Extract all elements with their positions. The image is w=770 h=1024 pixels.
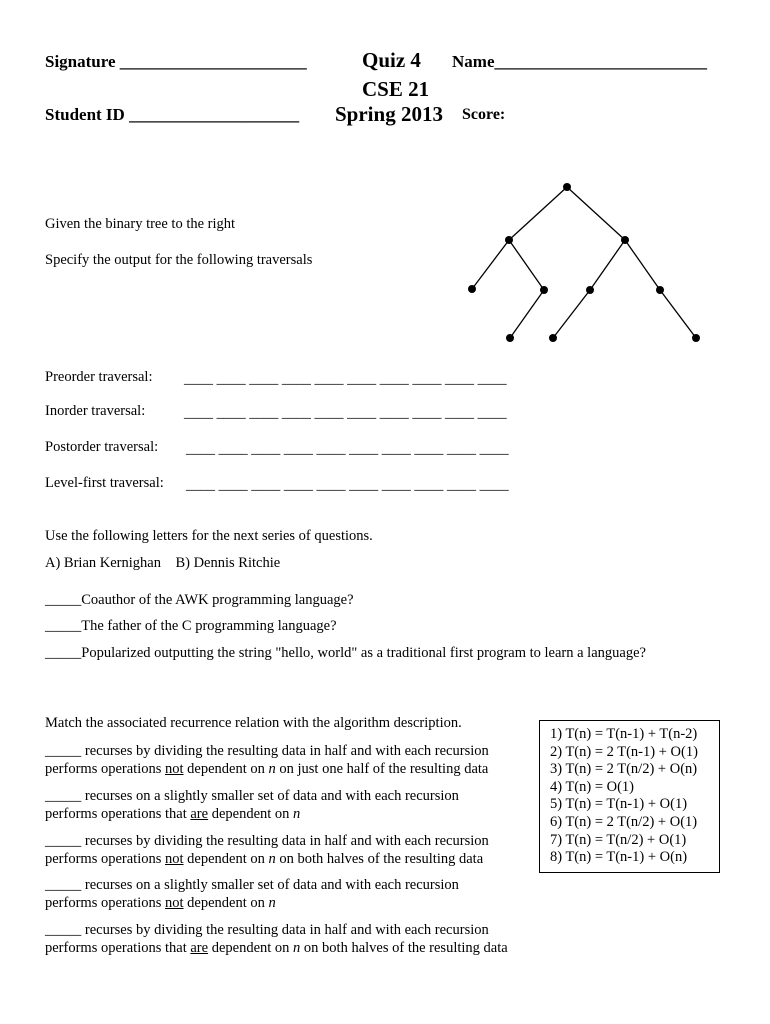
tree-node (468, 285, 476, 293)
answer-blank[interactable]: _____ (45, 743, 82, 759)
tree-node (505, 236, 513, 244)
recurrence-relation: 5) T(n) = T(n-1) + O(1) (550, 796, 688, 813)
answer-blank[interactable]: _____ (45, 877, 82, 893)
description-text: performs operations (45, 760, 165, 777)
algorithm-description (45, 788, 545, 823)
algorithm-description (45, 922, 545, 957)
answer-blank[interactable]: _____ (45, 922, 82, 938)
description-text: dependent on (208, 939, 294, 956)
algorithm-description (45, 743, 545, 778)
question-row (45, 618, 337, 635)
question-row (45, 592, 354, 609)
tree-node (540, 286, 548, 294)
algorithm-description (45, 877, 545, 912)
name-line[interactable]: _________________________ (494, 52, 707, 71)
level-first-answer-blanks[interactable]: ____ ____ ____ ____ ____ ____ ____ ____ ____ ____ (186, 477, 509, 493)
question-text: Popularized outputting the string "hello, world" as a traditional first program to learn a language? (81, 645, 646, 661)
description-text: on both halves of the resulting data (275, 850, 484, 867)
description-text: on just one half of the resulting data (275, 760, 489, 777)
preorder-label: Preorder traversal: (45, 369, 153, 385)
tree-intro-2: Specify the output for the following traversals (45, 252, 313, 268)
description-text: performs operations (45, 850, 165, 867)
postorder-label: Postorder traversal: (45, 439, 159, 455)
tree-node (563, 183, 571, 191)
answer-blank[interactable]: _____ (45, 592, 82, 608)
question-row (45, 645, 646, 662)
description-line: recurses by dividing the resulting data in half and with each recursion (81, 743, 489, 759)
description-text: dependent on (183, 894, 269, 911)
description-text: performs operations that (45, 805, 191, 822)
question-text: The father of the C programming language? (81, 618, 337, 634)
inorder-label: Inorder traversal: (45, 403, 146, 419)
postorder-answer-blanks[interactable]: ____ ____ ____ ____ ____ ____ ____ ____ ____ ____ (186, 441, 509, 457)
signature-line[interactable]: ______________________ (119, 52, 307, 71)
emphasis-text: are (190, 939, 209, 956)
description-text: dependent on (183, 850, 269, 867)
answer-blank[interactable]: _____ (45, 833, 82, 849)
student-id-line[interactable]: ____________________ (129, 105, 300, 124)
answer-blank[interactable]: _____ (45, 788, 82, 804)
course-title: CSE 21 (362, 77, 430, 101)
description-text: performs operations (45, 894, 165, 911)
tree-node (506, 334, 514, 342)
emphasis-text: not (165, 850, 184, 867)
description-text: dependent on (208, 805, 294, 822)
name-label: Name (452, 52, 495, 71)
score-label: Score: (462, 106, 506, 123)
description-line: recurses by dividing the resulting data in half and with each recursion (81, 833, 489, 849)
inorder-answer-blanks[interactable]: ____ ____ ____ ____ ____ ____ ____ ____ ____ ____ (184, 405, 507, 421)
quiz-title: Quiz 4 (362, 48, 421, 72)
description-line: recurses by dividing the resulting data in half and with each recursion (81, 922, 489, 938)
preorder-answer-blanks[interactable]: ____ ____ ____ ____ ____ ____ ____ ____ ____ ____ (184, 371, 507, 387)
question-text: Coauthor of the AWK programming language? (81, 592, 354, 608)
letters-intro: Use the following letters for the next series of questions. (45, 528, 373, 544)
tree-node (656, 286, 664, 294)
variable-n: n (293, 939, 301, 956)
emphasis-text: are (190, 805, 209, 822)
algorithm-description (45, 833, 545, 868)
variable-n: n (268, 894, 276, 911)
tree-node (692, 334, 700, 342)
emphasis-text: not (165, 894, 184, 911)
answer-blank[interactable]: _____ (45, 645, 82, 661)
recurrence-intro: Match the associated recurrence relation with the algorithm description. (45, 715, 462, 731)
recurrence-relation: 1) T(n) = T(n-1) + T(n-2) (550, 726, 698, 742)
tree-node (549, 334, 557, 342)
tree-node (621, 236, 629, 244)
emphasis-text: not (165, 760, 184, 777)
description-line: recurses on a slightly smaller set of data and with each recursion (81, 788, 459, 804)
variable-n: n (268, 850, 276, 867)
term-title: Spring 2013 (335, 102, 443, 126)
recurrence-relation: 7) T(n) = T(n/2) + O(1) (550, 831, 687, 848)
variable-n: n (293, 805, 301, 822)
tree-intro-1: Given the binary tree to the right (45, 216, 236, 232)
recurrence-relation: 4) T(n) = O(1) (550, 778, 635, 795)
letters-options: A) Brian Kernighan B) Dennis Ritchie (45, 555, 281, 571)
recurrence-relation: 2) T(n) = 2 T(n-1) + O(1) (550, 743, 698, 760)
description-text: dependent on (183, 760, 269, 777)
level-first-label: Level-first traversal: (45, 475, 164, 491)
recurrence-relation: 3) T(n) = 2 T(n/2) + O(n) (550, 761, 698, 778)
recurrence-relation: 6) T(n) = 2 T(n/2) + O(1) (550, 813, 698, 830)
tree-node (586, 286, 594, 294)
student-id-label: Student ID (45, 105, 125, 124)
recurrence-relation: 8) T(n) = T(n-1) + O(n) (550, 849, 688, 866)
signature-label: Signature (45, 52, 116, 71)
description-text: performs operations that (45, 939, 191, 956)
recurrence-relations-box (539, 720, 720, 873)
answer-blank[interactable]: _____ (45, 618, 82, 634)
description-text: on both halves of the resulting data (300, 939, 508, 956)
description-line: recurses on a slightly smaller set of data and with each recursion (81, 877, 459, 893)
variable-n: n (268, 760, 276, 777)
